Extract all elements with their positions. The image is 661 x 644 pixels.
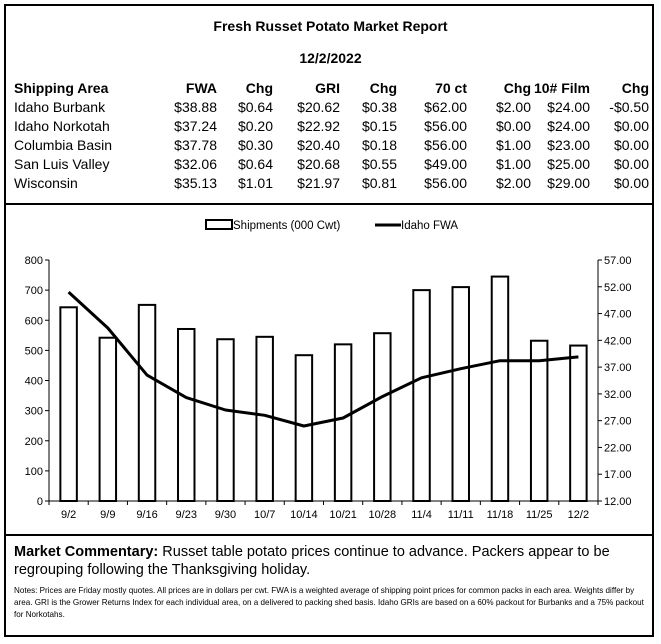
commentary-label: Market Commentary: — [14, 544, 159, 560]
shipment-bar — [100, 338, 116, 501]
shipment-bars — [60, 277, 586, 501]
shipment-bar — [296, 355, 312, 501]
shipment-bar — [570, 346, 586, 501]
cell-fwa: $32.06 — [174, 156, 217, 172]
cell-area: Idaho Burbank — [14, 99, 106, 115]
cell-film: $25.00 — [547, 156, 590, 172]
cell-fwa-chg: $0.64 — [237, 99, 273, 115]
header-10lb-film: 10# Film — [533, 80, 590, 96]
x-tick-label: 11/25 — [525, 509, 553, 521]
x-tick-label: 11/18 — [486, 509, 514, 521]
legend — [206, 220, 458, 232]
report-title: Fresh Russet Potato Market Report — [213, 18, 448, 34]
x-tick-label: 9/16 — [136, 509, 158, 521]
cell-fwa-chg: $0.20 — [237, 118, 273, 134]
cell-70ct-chg: $2.00 — [495, 175, 531, 191]
report-date: 12/2/2022 — [299, 50, 362, 66]
y-left-tick-label: 700 — [24, 285, 43, 298]
shipment-bar — [178, 329, 194, 501]
y-left-tick-label: 400 — [24, 375, 43, 388]
shipment-bar — [413, 290, 429, 501]
cell-area: Columbia Basin — [14, 137, 113, 153]
x-tick-label: 10/21 — [329, 509, 357, 521]
y-left-tick-label: 800 — [24, 255, 43, 267]
shipment-bar — [139, 305, 155, 501]
x-tick-label: 9/23 — [175, 509, 197, 521]
cell-70ct-chg: $2.00 — [495, 99, 531, 115]
x-tick-label: 11/11 — [447, 509, 474, 521]
header-70ct-chg: Chg — [503, 80, 531, 96]
header-gri: GRI — [315, 80, 340, 96]
cell-film-chg: $0.00 — [613, 118, 649, 134]
cell-film: $29.00 — [547, 175, 590, 191]
legend-shipments-label: Shipments (000 Cwt) — [233, 220, 341, 232]
x-tick-label: 9/30 — [214, 509, 237, 521]
shipment-bar — [335, 344, 351, 501]
x-tick-label: 10/14 — [290, 509, 318, 521]
table-row — [14, 174, 649, 193]
shipment-bar — [453, 287, 469, 501]
y-left-tick-label: 300 — [24, 405, 43, 418]
table-row — [14, 136, 649, 155]
shipments-fwa-chart — [6, 205, 652, 534]
cell-gri: $22.92 — [297, 118, 340, 134]
x-tick-label: 12/2 — [567, 509, 590, 521]
cell-gri: $20.68 — [297, 156, 340, 172]
legend-idaho-fwa-label: Idaho FWA — [401, 220, 459, 232]
x-tick-label: 11/4 — [411, 509, 432, 521]
cell-fwa: $38.88 — [174, 99, 217, 115]
y-right-tick-label: 22.00 — [604, 442, 632, 455]
shipment-bar — [256, 337, 272, 501]
cell-gri-chg: $0.81 — [361, 175, 397, 191]
shipment-bar — [60, 307, 76, 501]
chart-box — [6, 203, 652, 536]
cell-fwa-chg: $1.01 — [237, 175, 273, 191]
cell-gri: $21.97 — [297, 175, 340, 191]
y-right-tick-label: 32.00 — [604, 388, 632, 401]
market-commentary — [14, 543, 646, 579]
cell-film-chg: $0.00 — [613, 175, 649, 191]
x-tick-label: 10/7 — [253, 509, 276, 521]
y-left-tick-label: 500 — [24, 345, 43, 358]
cell-area: San Luis Valley — [14, 156, 110, 172]
y-right-tick-label: 12.00 — [604, 496, 632, 508]
cell-film-chg: $0.00 — [613, 156, 649, 172]
cell-film: $24.00 — [547, 99, 590, 115]
y-left-tick-label: 100 — [24, 465, 43, 478]
header-fwa-chg: Chg — [245, 80, 273, 96]
cell-70ct: $56.00 — [424, 137, 467, 153]
cell-fwa-chg: $0.30 — [237, 137, 273, 153]
y-left-tick-label: 200 — [24, 435, 43, 448]
cell-fwa-chg: $0.64 — [237, 156, 273, 172]
y-right-tick-label: 27.00 — [604, 415, 632, 428]
header-gri-chg: Chg — [369, 80, 397, 96]
cell-70ct: $56.00 — [424, 175, 467, 191]
y-right-tick-label: 52.00 — [604, 281, 632, 294]
cell-70ct-chg: $1.00 — [495, 137, 531, 153]
price-table — [14, 79, 649, 193]
header-70ct: 70 ct — [435, 80, 467, 96]
commentary-text: Russet table potato prices continue to advance. Packers appear to be regrouping following the Thanksgiving holiday. — [14, 544, 610, 578]
cell-70ct-chg: $1.00 — [495, 156, 531, 172]
x-tick-label: 10/28 — [368, 509, 397, 521]
cell-film: $24.00 — [547, 118, 590, 134]
shipment-bar — [374, 333, 390, 501]
notes: Notes: Prices are Friday mostly quotes. All prices are in dollars per cwt. FWA is a weighted average of shipping point prices for common packs in each area. Weights differ by area. GRI is the Grower Returns Index for each individual area, on a delivered to packing shed basis. Idaho GRIs are based on a 60% packout for Burbanks and a 75% packout for Norkotahs. — [14, 586, 644, 619]
table-row — [14, 155, 649, 174]
y-left-tick-label: 0 — [36, 496, 43, 508]
cell-film: $23.00 — [547, 137, 590, 153]
cell-fwa: $35.13 — [174, 175, 217, 191]
cell-70ct: $49.00 — [424, 156, 467, 172]
cell-70ct: $62.00 — [424, 99, 467, 115]
cell-gri-chg: $0.38 — [361, 99, 397, 115]
cell-film-chg: -$0.50 — [609, 99, 649, 115]
legend-shipments-swatch — [206, 220, 232, 229]
cell-70ct: $56.00 — [424, 118, 467, 134]
y-right-tick-label: 57.00 — [604, 255, 632, 267]
header-10lb-film-chg: Chg — [621, 80, 649, 96]
y-right-tick-label: 17.00 — [604, 469, 632, 482]
y-right-tick-label: 42.00 — [604, 335, 632, 348]
cell-fwa: $37.78 — [174, 137, 217, 153]
shipment-bar — [217, 339, 233, 501]
x-tick-label: 9/9 — [100, 509, 116, 521]
cell-gri: $20.62 — [297, 99, 340, 115]
cell-gri: $20.40 — [297, 137, 340, 153]
cell-gri-chg: $0.15 — [361, 118, 397, 134]
y-left-tick-label: 600 — [24, 315, 43, 328]
x-tick-label: 9/2 — [60, 509, 77, 521]
header-shipping-area: Shipping Area — [14, 80, 109, 96]
y-right-tick-label: 47.00 — [604, 308, 632, 321]
cell-gri-chg: $0.18 — [361, 137, 397, 153]
cell-gri-chg: $0.55 — [361, 156, 397, 172]
cell-fwa: $37.24 — [174, 118, 217, 134]
shipment-bar — [492, 277, 508, 501]
cell-70ct-chg: $0.00 — [495, 118, 531, 134]
table-row — [14, 98, 649, 117]
cell-area: Idaho Norkotah — [14, 118, 110, 134]
price-table-header — [14, 79, 649, 98]
cell-film-chg: $0.00 — [613, 137, 649, 153]
y-right-tick-label: 37.00 — [604, 362, 632, 375]
shipment-bar — [531, 341, 547, 501]
cell-area: Wisconsin — [14, 175, 78, 191]
header-fwa: FWA — [185, 80, 217, 96]
table-row — [14, 117, 649, 136]
